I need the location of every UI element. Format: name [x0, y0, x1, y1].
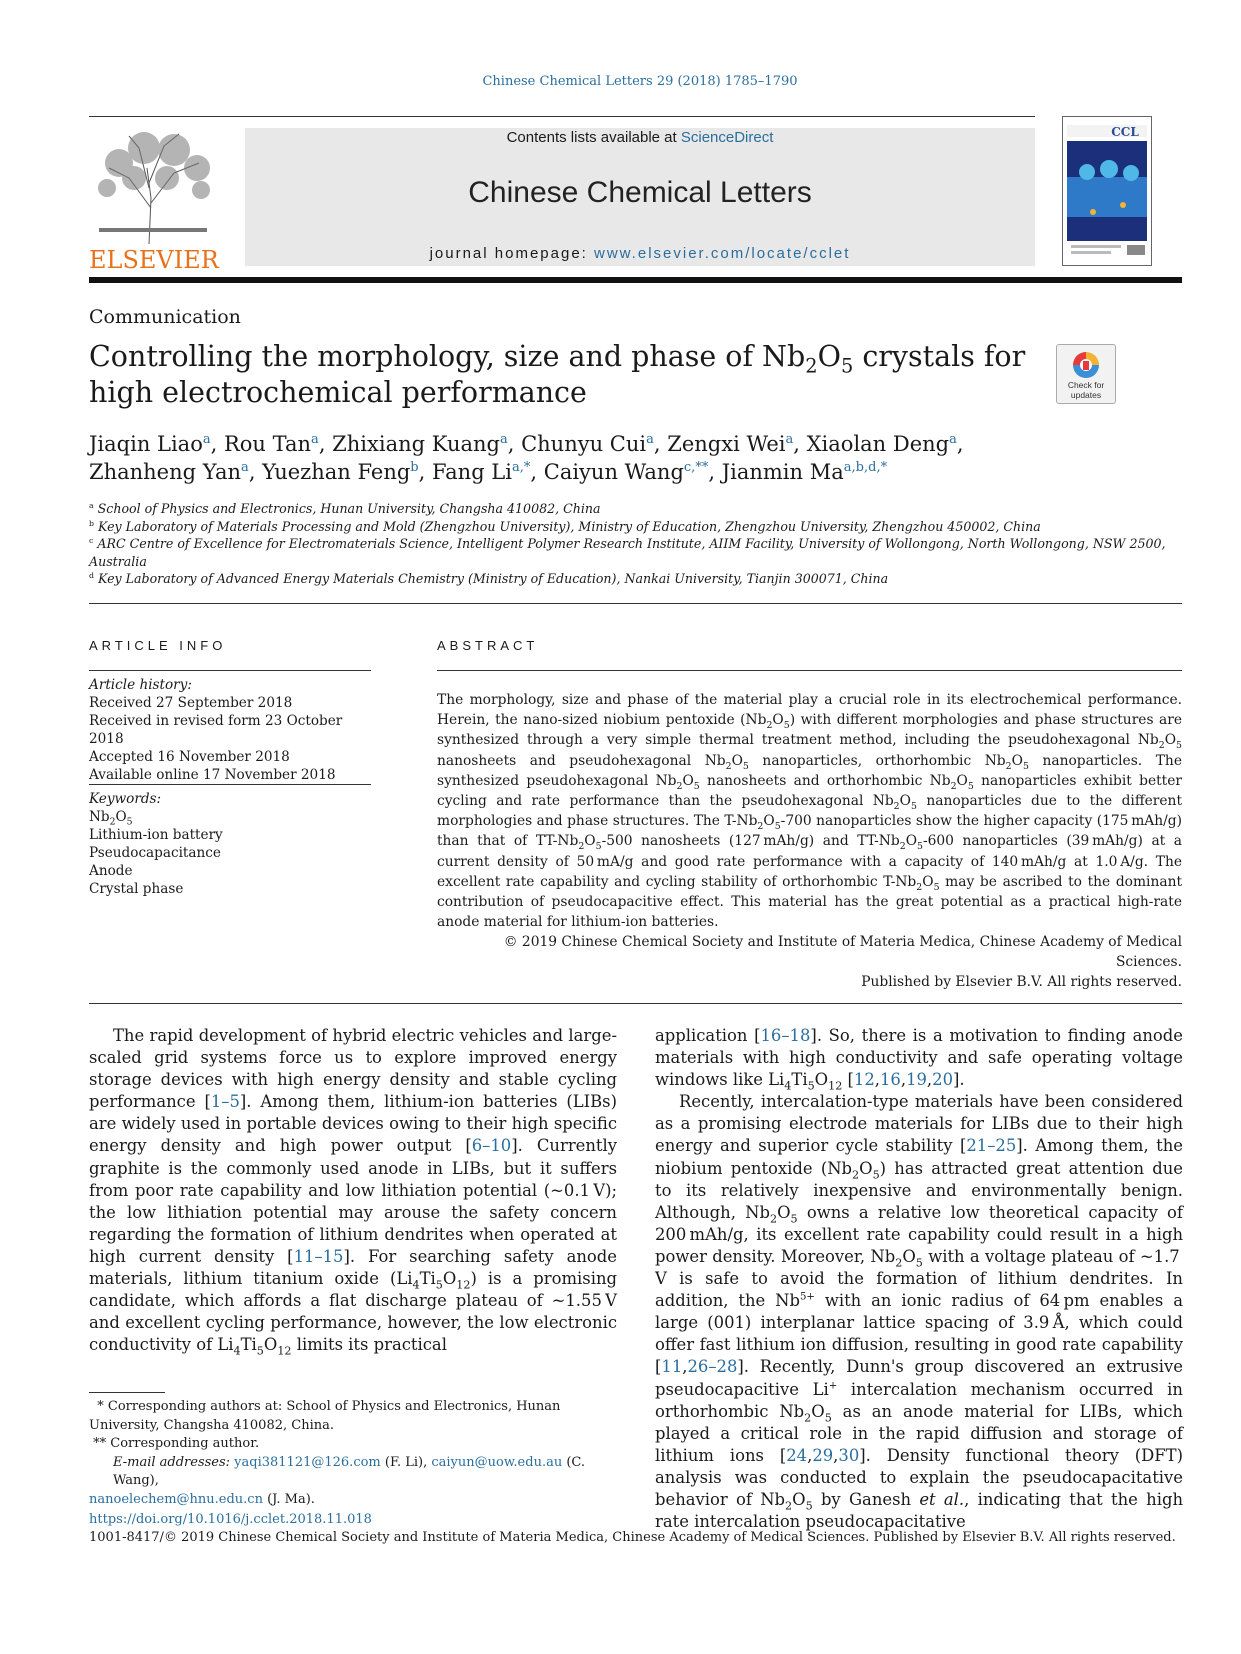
ref-link[interactable]: 26–28 — [687, 1357, 738, 1377]
article-history — [89, 676, 379, 784]
abstract-heading: ABSTRACT — [437, 638, 539, 653]
ref-link[interactable]: 19 — [906, 1070, 927, 1090]
paragraph: Recently, intercalation-type materials have been considered as a promising electrode materials for LIBs due to their high energy and superior cycle stability [21–25]. Among them, the niobium pentoxide $(Nb_2O_5)$ has attracted great attention due to its relatively inexpensive and environmentally benign. Although, $Nb_2O_5$ owns a relative low theoretical capacity of 200 mAh/g, its excellent rate capability could result in a high power density. Moreover, $Nb_2O_5$ with a voltage plateau of ~1.7 V is safe to avoid the formation of lithium dendrites. In addition, the $Nb^{5+}$ with an ionic radius of 64 pm enables a large (001) interplanar lattice spacing of 3.9 Å, which could offer fast lithium ion diffusion, resulting in good rate capability [11,26–28]. Recently, Dunn's group discovered an extrusive pseudocapacitive Li+ intercalation mechanism occurred in orthorhombic $Nb_2O_5$ as an anode material for LIBs, which played a critical role in the rapid diffusion and storage of lithium ions [24,29,30]. Density functional theory (DFT) analysis was conducted to explain the pseudocapacitative behavior of $Nb_2O_5$ by Ganesh et al., indicating that the high rate intercalation pseudocapacitative — [655, 1092, 1183, 1532]
journal-cover-thumbnail[interactable] — [1062, 116, 1152, 266]
paragraph: The rapid development of hybrid electric vehicles and large-scaled grid systems force us to explore improved energy storage devices with high energy density and stable cycling performance [1–5]. Among them, lithium-ion batteries (LIBs) are widely used in portable devices owing to their high specific energy density and high power output [6–10]. Currently graphite is the commonly used anode in LIBs, but it suffers from poor rate capability and low lithiation potential (~0.1 V); the low lithiation potential may arouse the safety concern regarding the formation of lithium dendrites when operated at high current density [11–15]. For searching safety anode materials, lithium titanium oxide $(Li_4Ti_5O_{12})$ is a promising candidate, which affords a flat discharge plateau of ~1.55 V and excellent cycling performance, however, the low electronic conductivity of $Li_4Ti_5O_{12}$ limits its practical — [89, 1026, 618, 1358]
abstract-text: The morphology, size and phase of the material play a crucial role in its electrochemical performance. Herein, the nano-sized niobium pentoxide $(Nb_2O_5)$ with different morphologies and phase structures are synthesized through a very simple thermal treatment method, including the pseudohexagonal $Nb_2O_5$ nanosheets and pseudohexagonal $Nb_2O_5$ nanoparticles, orthorhombic $Nb_2O_5$ nanoparticles. The synthesized pseudohexagonal $Nb_2O_5$ nanosheets and orthorhombic $Nb_2O_5$ nanoparticles exhibit better cycling and rate performance than the pseudohexagonal $Nb_2O_5$ nanoparticles due to the different morphologies and phase structures. The $T-Nb_2O_5-700$ nanoparticles show the higher capacity (175 mAh/g) than that of $TT-Nb_2O_5-500$ nanosheets (127 mAh/g) and $TT-Nb_2O_5-600$ nanoparticles (39 mAh/g) at a current density of 50 mA/g and good rate performance with a capacity of 140 mAh/g at 1.0 A/g. The excellent rate capability and cycling stability of orthorhombic $T-Nb_2O_5$ may be ascribed to the dominant contribution of pseudocapacitive effect. This material has the great potential as a practical high-rate anode material for lithium-ion batteries. — [437, 692, 1183, 931]
header-rule — [89, 116, 1035, 117]
affiliation: $^a$ School of Physics and Electronics, Hunan University, Changsha 410082, China — [89, 500, 601, 516]
ref-link[interactable]: 29 — [812, 1445, 834, 1465]
divider — [89, 784, 371, 785]
author-affil-link[interactable]: c,** — [683, 460, 709, 475]
keywords-label: Keywords: — [89, 791, 162, 807]
footnote-rule — [89, 1392, 165, 1393]
author: Chunyu Cui — [521, 432, 647, 456]
doi-link[interactable]: https://doi.org/10.1016/j.cclet.2018.11.018 — [89, 1512, 372, 1527]
divider — [89, 1003, 1182, 1004]
ref-link[interactable]: 20 — [932, 1070, 953, 1090]
author: Xiaolan Deng — [806, 432, 950, 456]
journal-citation[interactable]: Chinese Chemical Letters 29 (2018) 1785–1790 — [482, 74, 798, 89]
history-label: Article history: — [89, 677, 192, 693]
keyword: $Nb_2O_5$ — [89, 809, 133, 828]
journal-title: Chinese Chemical Letters — [468, 176, 812, 209]
author-affil-link[interactable]: a — [202, 432, 211, 447]
homepage-link[interactable]: www.elsevier.com/locate/cclet — [594, 245, 851, 262]
keyword: Crystal phase — [89, 881, 184, 897]
received-date: Received 27 September 2018 — [89, 695, 293, 711]
cover-ccl-text: CCL — [1111, 125, 1139, 139]
ref-link[interactable]: 21–25 — [966, 1136, 1017, 1156]
email-footnote: nanoelechem@hnu.edu.cn (J. Ma). — [89, 1491, 315, 1507]
svg-text:Check for: Check for — [1067, 380, 1105, 390]
author: Zhanheng Yan — [89, 460, 242, 484]
header-thick-rule — [89, 277, 1182, 283]
footnote: ** Corresponding author. — [89, 1436, 260, 1452]
affiliation: $^c$ ARC Centre of Excellence for Electromaterials Science, Intelligent Polymer Research Institute, AIIM Facility, University of Wollongong, North Wollongong, NSW 2500, Australia — [89, 536, 1166, 569]
author-affil-link[interactable]: a,b,d,* — [843, 460, 888, 475]
affiliation: $^b$ Key Laboratory of Materials Processing and Mold (Zhengzhou University), Ministry of Education, Zhengzhou University, Zhengzhou 450002, China — [89, 518, 1041, 534]
online-date: Available online 17 November 2018 — [89, 767, 336, 783]
keyword: Pseudocapacitance — [89, 845, 221, 861]
author-affil-link[interactable]: a — [646, 432, 654, 447]
author-affil-link[interactable]: a — [785, 432, 794, 447]
article-title: Controlling the morphology, size and phase of $Nb_2O_5$ crystals for high electrochemical performance — [89, 340, 1026, 409]
ref-link[interactable]: 24 — [786, 1445, 808, 1465]
affiliation: $^d$ Key Laboratory of Advanced Energy Materials Chemistry (Ministry of Education), Nankai University, Tianjin 300071, China — [89, 571, 889, 587]
author-affil-link[interactable]: a — [241, 460, 249, 475]
author-list: Jiaqin Liao$^a$, Rou Tan$^a$, Zhixiang Kuang$^a$, Chunyu Cui$^a$, Zengxi Wei$^a$, Xiaolan Deng$^a$, Zhanheng Yan$^a$, Yuezhan Feng$^b$, Fang $Li^{a,*}$, Caiyun Wang$^{c,**}$, Jianmin $Ma^{a,b,d,*}$ — [89, 432, 964, 484]
article-type: Communication — [89, 306, 241, 328]
article-info-heading: ARTICLE INFO — [89, 638, 227, 653]
affiliations — [89, 500, 1179, 588]
keyword: Lithium-ion battery — [89, 827, 223, 843]
author-affil-link[interactable]: b — [410, 460, 419, 475]
abstract-copyright: © 2019 Chinese Chemical Society and Institute of Materia Medica, Chinese Academy of Medical Sciences. Published by Elsevier B.V. All rights reserved. — [503, 934, 1182, 991]
ref-link[interactable]: 11 — [661, 1357, 683, 1377]
author: Zengxi Wei — [667, 432, 786, 456]
ref-link[interactable]: 16–18 — [760, 1026, 811, 1045]
author: Caiyun Wang — [543, 460, 684, 484]
body-column-right — [655, 1025, 1183, 1533]
sciencedirect-link[interactable]: ScienceDirect — [680, 129, 774, 146]
check-for-updates-badge[interactable] — [1056, 344, 1116, 404]
footnotes — [89, 1398, 617, 1510]
ref-link[interactable]: 12 — [853, 1070, 875, 1090]
author-affil-link[interactable]: a — [949, 432, 957, 447]
email-link[interactable]: yaqi381121@126.com — [234, 1454, 381, 1470]
footnote: * Corresponding authors at: School of Physics and Electronics, Hunan University, Changsha 410082, China. — [89, 1399, 561, 1433]
divider — [437, 670, 1182, 671]
ref-link[interactable]: 30 — [838, 1445, 860, 1465]
author-affil-link[interactable]: a — [311, 432, 319, 447]
issn-copyright: 1001-8417/© 2019 Chinese Chemical Society and Institute of Materia Medica, Chinese Academy of Medical Sciences. Published by Elsevier B.V. All rights reserved. — [89, 1530, 1176, 1545]
body-column-left — [89, 1025, 617, 1356]
author: Yuezhan Feng — [262, 460, 411, 484]
author-affil-link[interactable]: a — [499, 432, 508, 447]
svg-text:updates: updates — [1070, 390, 1102, 400]
author: Rou Tan — [223, 432, 312, 456]
author: Fang Li — [432, 460, 512, 484]
email-link[interactable]: nanoelechem@hnu.edu.cn — [89, 1491, 263, 1507]
ref-link[interactable]: 16 — [879, 1070, 901, 1090]
author: Jianmin Ma — [721, 460, 844, 484]
email-link[interactable]: caiyun@uow.edu.au — [431, 1454, 563, 1470]
ref-link[interactable]: 6–10 — [471, 1136, 512, 1156]
keyword: Anode — [89, 863, 133, 879]
author: Zhixiang Kuang — [332, 432, 500, 456]
revised-date: Received in revised form 23 October 2018 — [89, 713, 343, 747]
contents-line: Contents lists available at ScienceDirect — [506, 129, 774, 146]
ref-link[interactable]: 11–15 — [293, 1246, 344, 1266]
email-footnote: E-mail addresses: yaqi381121@126.com (F. Li), caiyun@uow.edu.au (C. Wang), — [113, 1454, 586, 1489]
elsevier-wordmark: ELSEVIER — [89, 246, 219, 274]
divider — [89, 670, 371, 671]
homepage-line: journal homepage: www.elsevier.com/locate/cclet — [429, 245, 851, 262]
accepted-date: Accepted 16 November 2018 — [89, 749, 290, 765]
keywords — [89, 790, 379, 898]
author-affil-link[interactable]: a,* — [511, 460, 531, 475]
paragraph: application [16–18]. So, there is a motivation to finding anode materials with high conductivity and safe operating voltage windows like $Li_4Ti_5O_{12}$ [12,16,19,20]. — [655, 1026, 1183, 1093]
author: Jiaqin Liao — [89, 432, 203, 456]
ref-link[interactable]: 1–5 — [210, 1092, 240, 1112]
divider — [89, 603, 1182, 604]
